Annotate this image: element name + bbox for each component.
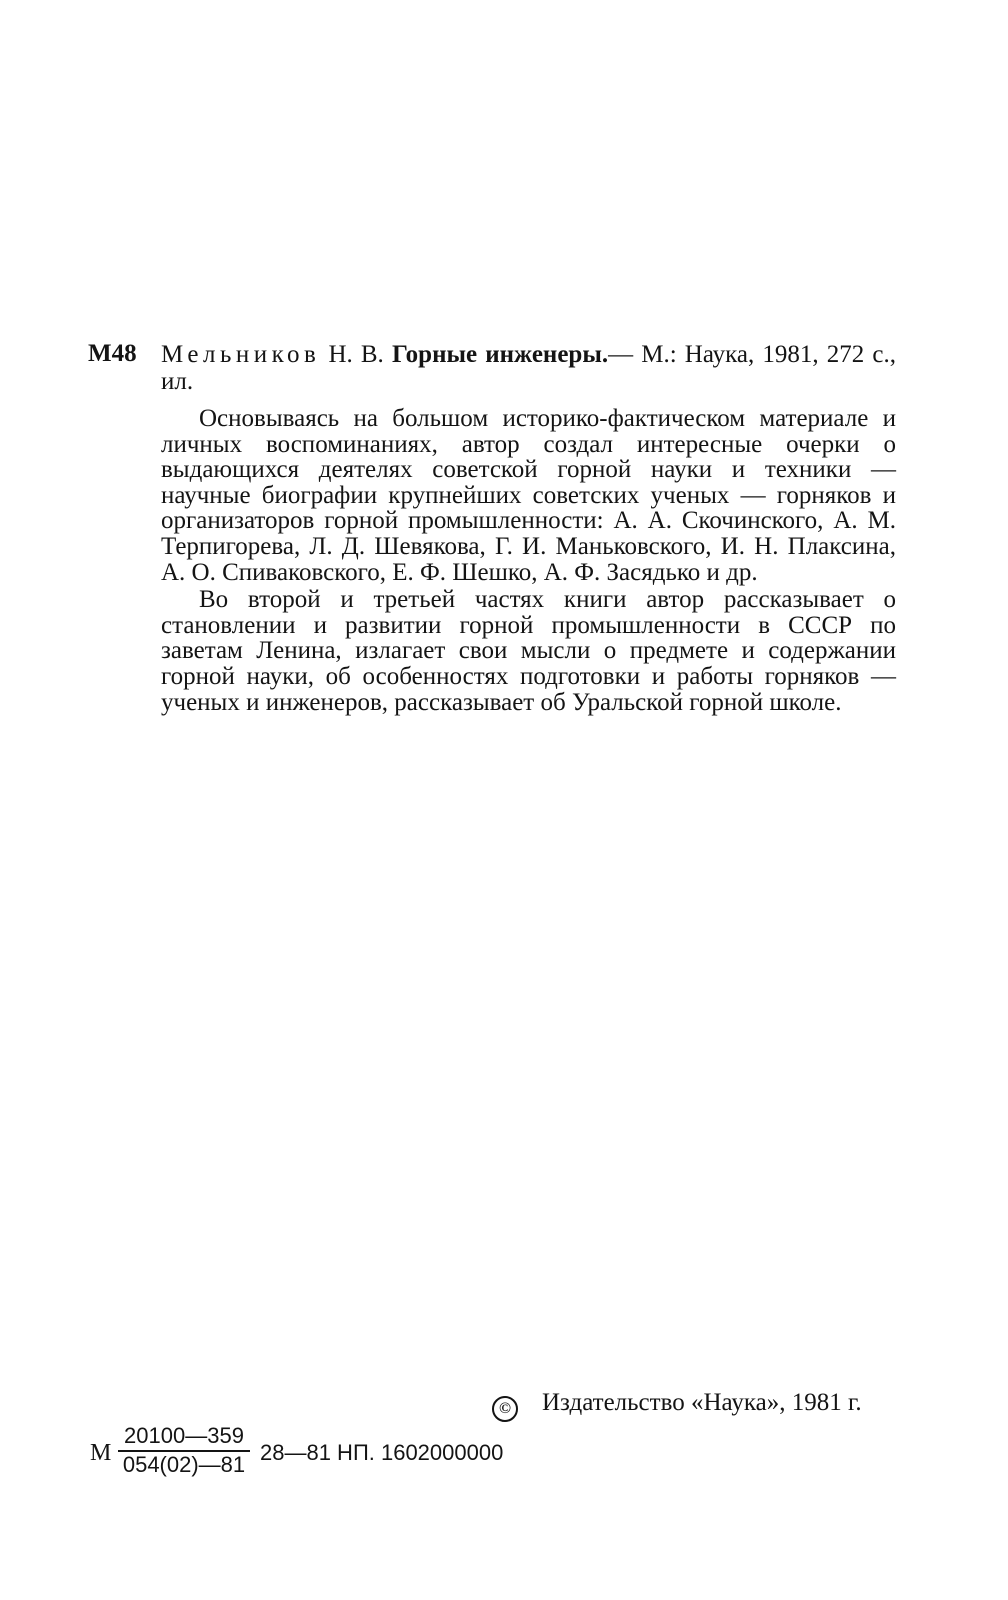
copyright-text: Издательство «Наука», 1981 г. bbox=[542, 1389, 862, 1416]
annotation-paragraph-2: Во второй и третьей частях книги автор рассказывает о становлении и развитии горной промышленности в СССР по заветам Ленина, излагает свои мысли о предмете и содержании горной науки, об особенностях подготовки и работы горняков — ученых и инженеров, рассказывает об Уральской горной школе. bbox=[161, 586, 896, 716]
annotation bbox=[161, 406, 896, 715]
book-title: Горные инженеры. bbox=[391, 341, 609, 368]
author-initials: Н. В. bbox=[328, 341, 384, 368]
index-tail: 28—81 НП. 1602000000 bbox=[260, 1440, 504, 1465]
copyright-symbol: © bbox=[492, 1396, 518, 1422]
catalog-code: М48 bbox=[88, 340, 137, 367]
author-name: Мельников bbox=[161, 341, 321, 368]
annotation-paragraph-1: Основываясь на большом историко-фактическом материале и личных воспоминаниях, автор создал интересные очерки о выдающихся деятелях советской горной науки и техники — научные биографии крупнейших советских ученых — горняков и организаторов горной промышленности: А. А. Скочинского, А. М. Терпигорева, Л. Д. Шевякова, Г. И. Маньковского, И. Н. Плаксина, А. О. Спиваковского, Е. Ф. Шешко, А. Ф. Засядько и др. bbox=[161, 405, 896, 586]
index-letter: М bbox=[90, 1440, 112, 1466]
copyright-line bbox=[492, 1388, 862, 1422]
index-fraction bbox=[118, 1424, 250, 1478]
index-denominator: 054(02)—81 bbox=[122, 1452, 246, 1477]
imprint: — М.: Наука, 1981, 272 с., ил. bbox=[161, 341, 897, 395]
index-numerator: 20100—359 bbox=[124, 1423, 244, 1448]
bibliographic-record bbox=[161, 341, 896, 395]
